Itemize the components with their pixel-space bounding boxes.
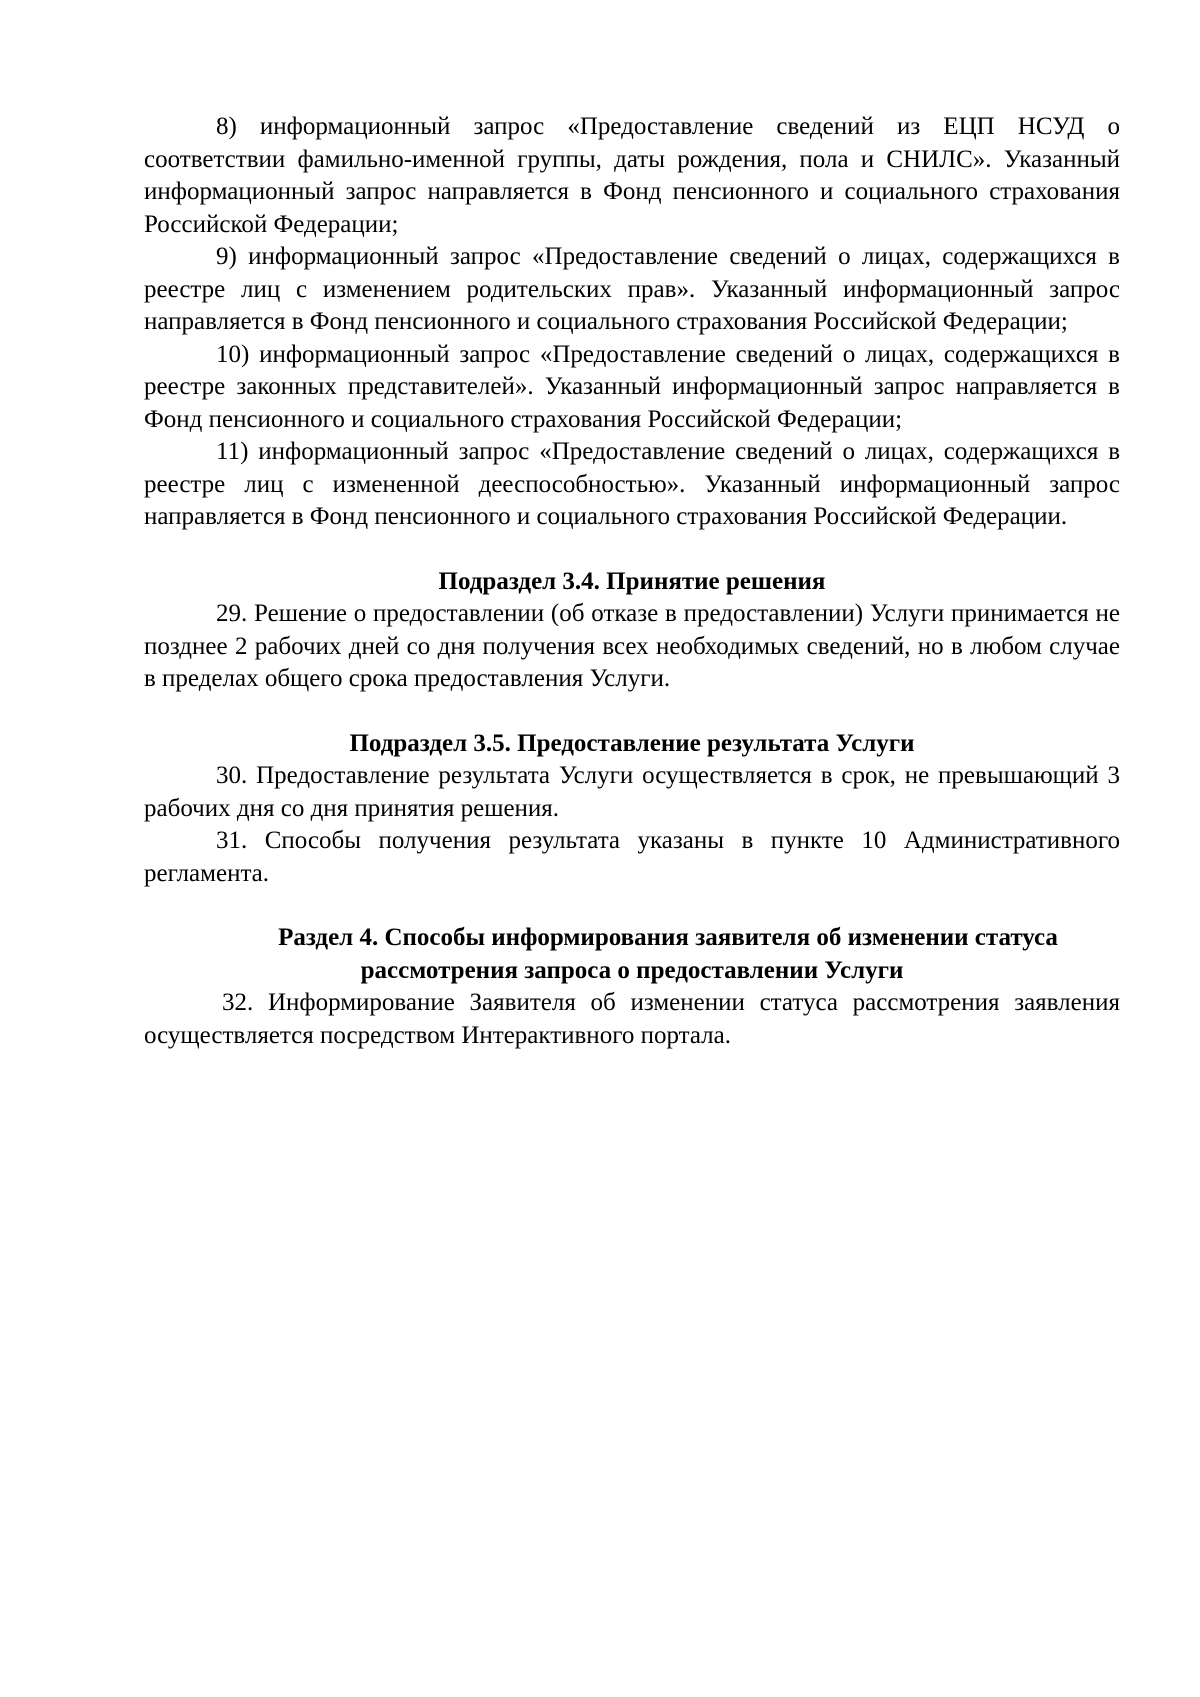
paragraph-32: 32. Информирование Заявителя об изменении статуса рассмотрения заявления осуществляется посредством Интерактивного портала. [144,989,1120,1049]
item-11: 11) информационный запрос «Предоставление сведений о лицах, содержащихся в реестре лиц с измененной дееспособностью». Указанный информационный запрос направляется в Фонд пенсионного и социального страхования Российской Федерации. [144,438,1120,530]
paragraph-31: 31. Способы получения результата указаны в пункте 10 Административного регламента. [144,827,1120,887]
section-4-heading [144,922,1120,987]
section-4-heading-line-2: рассмотрения запроса о предоставлении Услуги [360,956,904,984]
paragraph-30: 30. Предоставление результата Услуги осуществляется в срок, не превышающий 3 рабочих дня со дня принятия решения. [144,762,1120,822]
subsection-3-5-heading: Подраздел 3.5. Предоставление результата Услуги [349,729,915,757]
item-8: 8) информационный запрос «Предоставление сведений из ЕЦП НСУД о соответствии фамильно-именной группы, даты рождения, пола и СНИЛС». Указанный информационный запрос направляется в Фонд пенсионного и социального страхования Российской Федерации; [144,113,1120,238]
paragraph-29: 29. Решение о предоставлении (об отказе в предоставлении) Услуги принимается не позднее 2 рабочих дней со дня получения всех необходимых сведений, но в любом случае в пределах общего срока предоставления Услуги. [144,600,1120,692]
item-9: 9) информационный запрос «Предоставление сведений о лицах, содержащихся в реестре лиц с изменением родительских прав». Указанный информационный запрос направляется в Фонд пенсионного и социального страхования Российской Федерации; [144,243,1120,335]
document-page [144,111,1120,1052]
item-10: 10) информационный запрос «Предоставление сведений о лицах, содержащихся в реестре законных представителей». Указанный информационный запрос направляется в Фонд пенсионного и социального страхования Российской Федерации; [144,340,1120,433]
subsection-3-4-heading: Подраздел 3.4. Принятие решения [438,567,826,595]
section-4-heading-line-1: Раздел 4. Способы информирования заявителя об изменении статуса [278,924,1058,951]
